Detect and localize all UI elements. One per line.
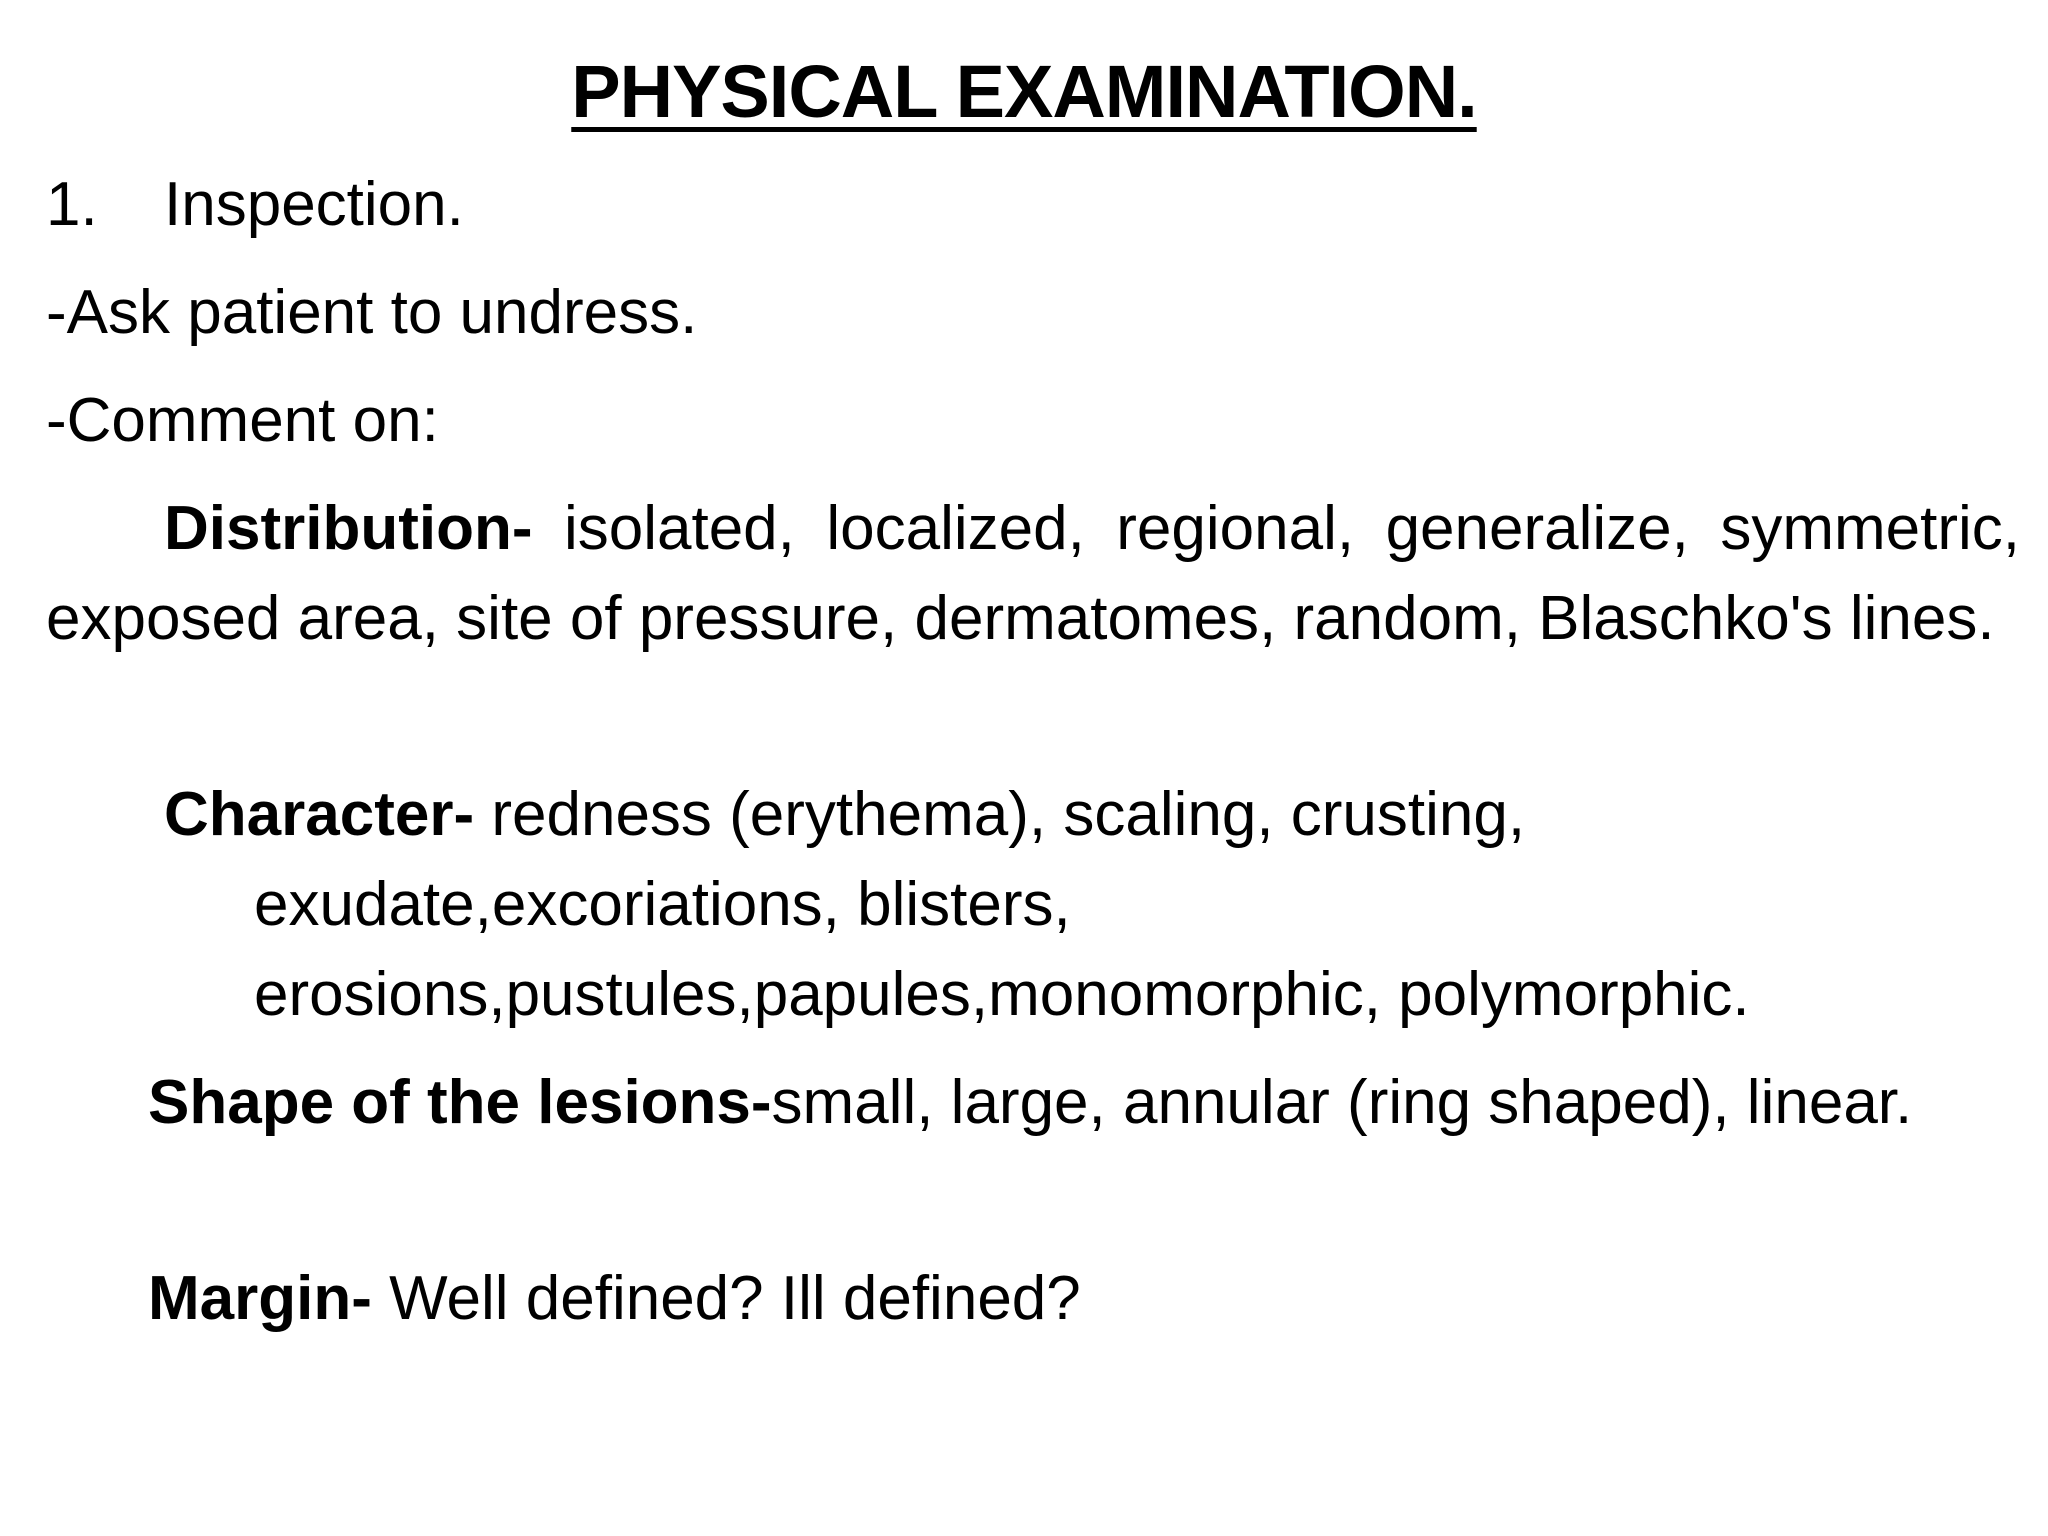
character-term: Character- [164, 780, 475, 849]
instruction-comment: -Comment on: [46, 386, 439, 455]
distribution-text: isolated, localized, regional, generalize, symmetric, exposed area, site of pressure, dermatomes, random, Blaschko's lines. [46, 494, 2020, 653]
list-item-inspection [46, 160, 464, 250]
character-line-1 [164, 770, 1525, 860]
margin-line [148, 1254, 1081, 1344]
character-line-2: exudate,excoriations, blisters, [254, 870, 1071, 939]
character-text-1: redness (erythema), scaling, crusting, [474, 780, 1526, 849]
shape-paragraph [46, 1058, 2020, 1148]
character-line-3: erosions,pustules,papules,monomorphic, polymorphic. [254, 960, 1750, 1029]
margin-term: Margin- [148, 1264, 372, 1333]
shape-term: Shape of the lesions- [148, 1068, 772, 1137]
margin-text: Well defined? Ill defined? [371, 1264, 1081, 1333]
instruction-ask: -Ask patient to undress. [46, 278, 698, 347]
list-item-number: 1. [46, 170, 98, 239]
distribution-term: Distribution- [164, 494, 533, 563]
distribution-paragraph [46, 484, 2020, 664]
shape-text: small, large, annular (ring shaped), linear. [771, 1068, 1913, 1137]
list-item-label: Inspection. [164, 170, 464, 239]
slide-title: PHYSICAL EXAMINATION. [571, 50, 1477, 133]
